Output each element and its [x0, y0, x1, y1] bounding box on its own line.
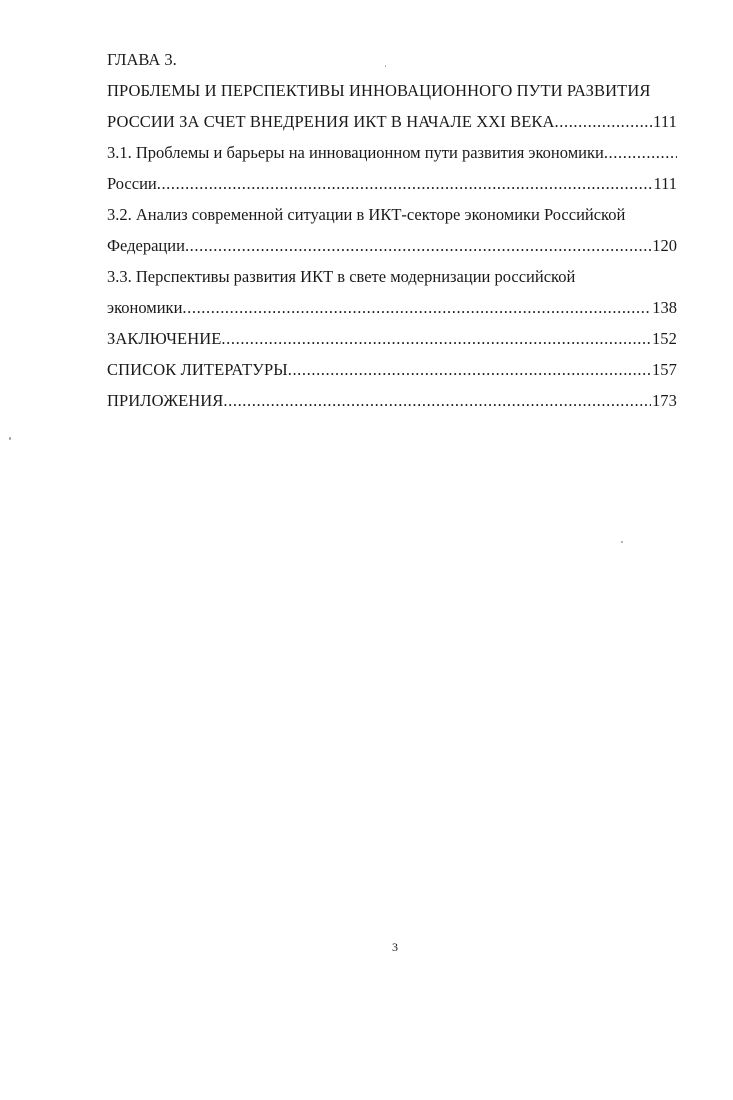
toc-entry-3-2-line-1 [107, 199, 677, 230]
toc-entry-3-2-line-2 [107, 230, 677, 261]
table-of-contents [107, 44, 677, 416]
appendices-label: ПРИЛОЖЕНИЯ [107, 391, 224, 410]
toc-entry-3-1-page: 111 [653, 174, 677, 193]
dot-leader [223, 385, 651, 416]
dot-leader [182, 292, 651, 323]
chapter-heading-text: ГЛАВА 3. [107, 50, 177, 69]
references-label: СПИСОК ЛИТЕРАТУРЫ [107, 360, 288, 379]
toc-entry-3-2-page: 120 [652, 236, 677, 255]
toc-entry-3-3-title-continued: экономики [107, 298, 183, 317]
conclusion-label: ЗАКЛЮЧЕНИЕ [107, 329, 222, 348]
references-page: 157 [651, 360, 677, 379]
dot-leader [604, 137, 677, 168]
chapter-title-line-2 [107, 106, 677, 137]
dot-leader [157, 168, 653, 199]
chapter-title-line-1-text: ПРОБЛЕМЫ И ПЕРСПЕКТИВЫ ИННОВАЦИОННОГО ПУТИ РАЗВИТИЯ [107, 81, 651, 100]
scan-speck [385, 65, 386, 67]
dot-leader [185, 230, 651, 261]
toc-entry-3-1-title: 3.1. Проблемы и барьеры на инновационном пути развития экономики [107, 143, 604, 162]
chapter-title-line-1 [107, 75, 677, 106]
toc-entry-conclusion [107, 323, 677, 354]
toc-entry-3-3-line-1 [107, 261, 677, 292]
chapter-heading [107, 44, 677, 75]
dot-leader [555, 106, 653, 137]
toc-entry-3-1-title-continued: России [107, 174, 157, 193]
chapter-page-number: 111 [653, 112, 677, 131]
toc-entry-3-1-line-2 [107, 168, 677, 199]
toc-entry-3-2-title-continued: Федерации [107, 236, 185, 255]
toc-entry-3-3-line-2 [107, 292, 677, 323]
conclusion-page: 152 [651, 329, 677, 348]
appendices-page: 173 [651, 391, 677, 410]
toc-entry-references [107, 354, 677, 385]
dot-leader [221, 323, 651, 354]
toc-entry-3-2-title: 3.2. Анализ современной ситуации в ИКТ-секторе экономики Российской [107, 205, 626, 224]
toc-entry-appendices [107, 385, 677, 416]
page-number: 3 [392, 940, 398, 954]
toc-entry-3-3-title: 3.3. Перспективы развития ИКТ в свете модернизации российской [107, 267, 576, 286]
scan-speck [621, 541, 623, 543]
toc-entry-3-3-page: 138 [652, 298, 677, 317]
toc-entry-3-1-line-1 [107, 137, 677, 168]
scan-speck [9, 437, 11, 440]
dot-leader [288, 354, 651, 385]
chapter-title-line-2-text: РОССИИ ЗА СЧЕТ ВНЕДРЕНИЯ ИКТ В НАЧАЛЕ XXI ВЕКА [107, 112, 555, 131]
